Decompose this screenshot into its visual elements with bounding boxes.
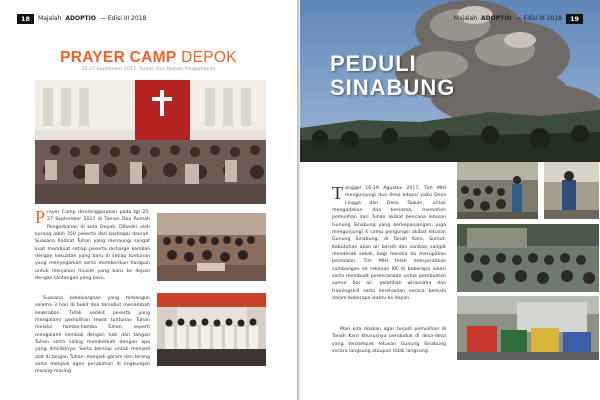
title-line-2: SINABUNG xyxy=(330,75,456,100)
title-line-1: PEDULI xyxy=(330,51,417,76)
field-photo-1 xyxy=(457,162,538,219)
left-para1-text: rayer Camp diselenggarakan pada tgl 25-27 September 2017 di Taman Doa Rumah Pengorbanan di kota Depok. Dihadiri oleh kurang lebih 350 peserta dari berbagai daerah. Suasana hadirat Tuhan yang menaungi sangat kuat membuat setiap peserta dicharge kembali dengan kekuatan yang baru di setiap tuntunan yang menyegarkan serta memberikan harapan untuk menjalani musim yang baru ke depan dengan tantangan yang baru. xyxy=(35,210,150,282)
hall-photo xyxy=(35,80,266,204)
left-page-number: 18 xyxy=(17,14,34,24)
right-page-number: 19 xyxy=(566,14,583,24)
magazine-brand-right: ADOPTIO xyxy=(481,15,512,22)
magazine-name-right: Majalah xyxy=(453,15,478,22)
right-paragraph-2: Mari kita doakan agar terjadi pemulihan di Tanah Karo khususnya penduduk di desa-desa yang terdampak letusan Gunung Sinabung secara langsung ataupun tidak langsung. xyxy=(332,327,446,355)
title-bold: PRAYER CAMP xyxy=(60,49,177,66)
right-dropcap: T xyxy=(332,183,343,203)
edition-label-right: — Edisi III 2018 xyxy=(515,15,562,22)
title-light: DEPOK xyxy=(181,49,237,66)
article-title-right xyxy=(330,52,455,100)
left-paragraph-2: Suasana kekeluargaan yang terbangun selama 3 hari di bukit doa tersebut menambah keakraban. Tidak sedikit peserta yang mengalami pemulihan lewat tuntunan Tuhan melalui hamba-hamba Tuhan, seperti mengalami kembali dengan hati dan tangan Tuhan serta saling memberkati dengan apa yang dimilikinya. Serta bersiap untuk menjadi alat di tangan Tuhan, menjadi garam dan terang serta menjadi agen perubahan di lingkungan masing-masing. xyxy=(35,296,150,375)
edition-label: — Edisi III 2018 xyxy=(99,15,147,22)
right-paragraph-1 xyxy=(332,185,446,303)
left-dropcap: P xyxy=(35,207,46,227)
left-page-header xyxy=(17,14,146,24)
field-photo-2 xyxy=(544,162,599,219)
magazine-brand: ADOPTIO xyxy=(65,15,96,22)
article-dateline: 25-27 September 2017, Taman Doa Rumah Pengorbanan xyxy=(81,67,216,72)
article-title xyxy=(0,49,297,67)
group-photo-2 xyxy=(157,293,266,366)
magazine-name: Majalah xyxy=(38,15,62,22)
right-para1-text: anggal 16-19 Agustus 2017, Tim MHI mengunjungi dua desa adopsi yaitu Desa Lingga dan Desa Dokan, untuk mengadakan doa bersama, memohon pemulihan dari Tuhan akibat bencana letusan Gunung Sinabung yang berkepanjangan, juga mengunjungi 4 camp pengungsi akibat letusan Gunung Sinabung, di Tanah Karo, Sumut. Kebutuhan akan air bersih dan sanitasi sangat mendesak sekali, bagi mereka itu merupakan persoalan. Tim MHI telah menyerahkan sumbangan ke rekanan KK di beberapa lokasi serta membuat perencanaan untuk pembuatan sumur bor air, pelatihan wirausaha dan trainingskill serta kerohanian secara berkala dalam beberapa waktu ke depan. xyxy=(332,186,446,302)
left-page xyxy=(0,0,297,400)
right-page-header xyxy=(454,14,583,24)
field-photo-4 xyxy=(457,296,599,360)
left-paragraph-1 xyxy=(35,209,150,282)
field-photo-3 xyxy=(457,224,599,292)
group-photo-1 xyxy=(157,213,266,281)
